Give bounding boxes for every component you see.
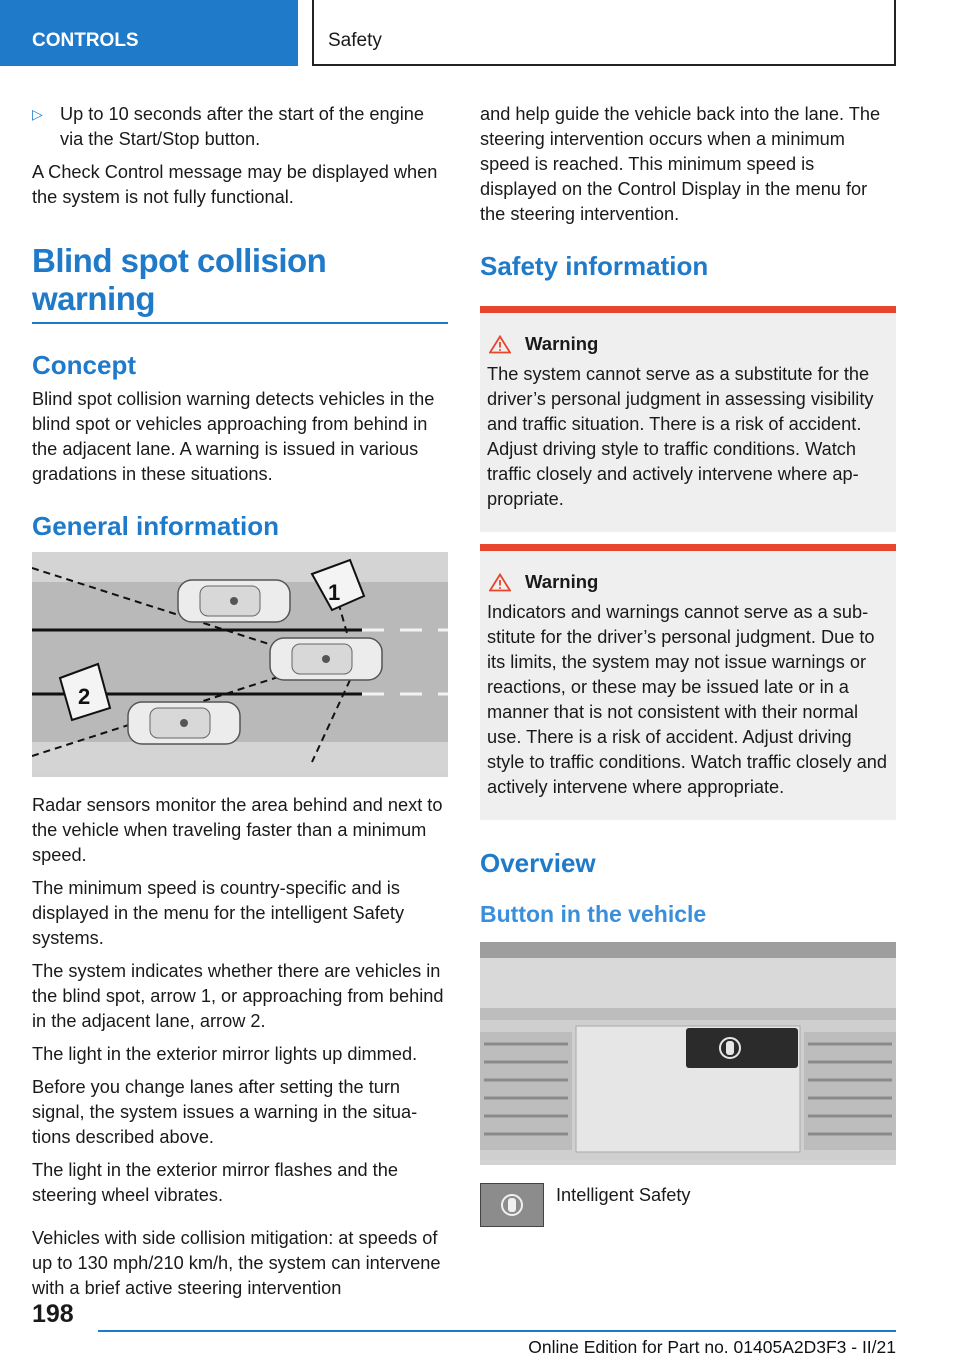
button-photo — [480, 942, 896, 1165]
blind-spot-illustration — [32, 552, 448, 772]
warning-box-1 — [480, 306, 896, 532]
concept-heading: Concept — [32, 350, 136, 380]
bullet-item — [32, 102, 448, 152]
page-number: 198 — [32, 1300, 74, 1328]
button-in-vehicle-heading: Button in the vehicle — [480, 901, 707, 927]
right-column — [480, 102, 896, 1227]
intelligent-safety-button-icon — [480, 1183, 544, 1227]
radar-text: Radar sensors monitor the area behind and next to the vehicle when traveling faster than a minimum speed. — [32, 795, 443, 865]
arrow-1-label: 1 — [328, 580, 341, 605]
car-3 — [128, 702, 240, 744]
check-control-text: A Check Control message may be displayed when the system is not fully functional. — [32, 162, 438, 207]
chapter-tab: CONTROLS — [0, 0, 298, 66]
footer-divider — [98, 1330, 896, 1332]
continuation-text: and help guide the vehicle back into the lane. The steering intervention occurs when a minimum speed is reached. This minimum speed is displayed on the Control Display in the menu for the steering intervention. — [480, 104, 881, 224]
light-dimmed-text: The light in the exterior mirror lights up dimmed. — [32, 1044, 418, 1064]
warning-triangle-icon — [489, 335, 511, 354]
edition-footer: Online Edition for Part no. 01405A2D3F3 - II/21 — [528, 1337, 896, 1357]
indicates-text: The system indicates whether there are vehicles in the blind spot, arrow 1, or approaching from behind in the adjacent lane, arrow 2. — [32, 961, 444, 1031]
warning-box-2 — [480, 544, 896, 820]
chapter-heading: Blind spot collision warning — [32, 242, 448, 324]
general-information-heading: General information — [32, 511, 280, 541]
car-1 — [178, 580, 290, 622]
arrow-2-label: 2 — [78, 684, 91, 709]
safety-information-heading: Safety information — [480, 251, 709, 281]
warning-title: Warning — [525, 333, 599, 354]
warning-text: Indicators and warnings cannot serve as a substitute for the driver’s personal judgment. Due to its limits, the system may not issue warnings or reactions, or these may be issued late or in a manner that is not consistent with their normal use. There is a risk of accident. Adjust driving style to traffic conditions. Watch traffic closely and actively intervene where appropriate. — [487, 602, 887, 797]
min-speed-text: The minimum speed is country-specific and is displayed in the menu for the intelligent Safety systems. — [32, 878, 405, 948]
overview-heading: Overview — [480, 848, 596, 878]
before-lane-change-text: Before you change lanes after setting the turn signal, the system issues a warning in the situations described above. — [32, 1077, 418, 1147]
car-2 — [270, 638, 382, 680]
bullet-triangle-icon: ▷ — [32, 106, 43, 122]
side-collision-text: Vehicles with side collision mitigation: at speeds of up to 130 mph/210 km/h, the system can intervene with a brief active steering intervention — [32, 1228, 441, 1298]
warning-triangle-icon — [489, 573, 511, 592]
warning-title: Warning — [525, 571, 599, 592]
blind-spot-diagram — [32, 552, 448, 777]
legend-label: Intelligent Safety — [556, 1185, 691, 1205]
concept-text: Blind spot collision warning detects vehicles in the blind spot or vehicles approaching from behind in the adjacent lane. A warning is issued in various gradations in these situations. — [32, 389, 435, 484]
section-title: Safety — [312, 0, 896, 66]
mirror-flash-text: The light in the exterior mirror flashes and the steering wheel vibrates. — [32, 1160, 398, 1205]
bullet-text: Up to 10 seconds after the start of the engine via the Start/Stop button. — [60, 104, 424, 149]
dashboard-photo — [480, 942, 896, 1160]
legend-item — [480, 1183, 896, 1227]
warning-text: The system cannot serve as a substitute for the driver’s personal judgment in assessing visibility and traffic situation. There is a risk of accident. Adjust driving style to traffic conditions. Watch traffic closely and actively intervene where appropriate. — [487, 364, 874, 509]
left-column — [32, 102, 448, 1309]
